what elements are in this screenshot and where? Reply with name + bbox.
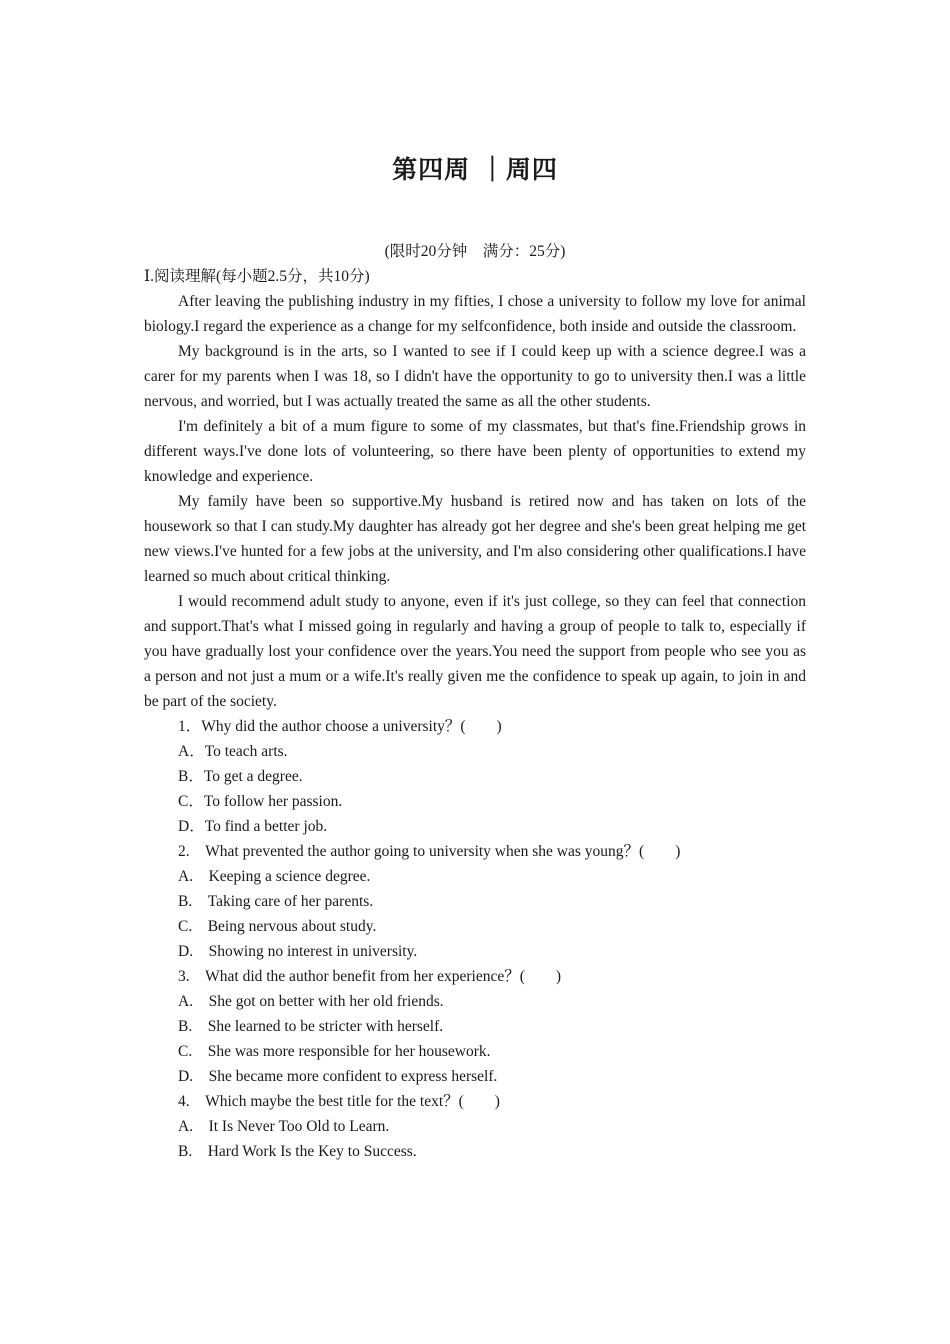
passage-paragraph: I would recommend adult study to anyone, even if it's just college, so they can feel that connection and support.That's what I missed going in regularly and having a group of people to talk to, especially if you have gradually lost your confidence over the years.You need the support from people who see you as a person and not just a mum or a wife.It's really given me the confidence to speak up again, to join in and be part of the society. <box>144 593 806 710</box>
answer-option: D. She became more confident to express herself. <box>178 1068 498 1085</box>
answer-option: A. Keeping a science degree. <box>178 868 371 885</box>
answer-option: B. Hard Work Is the Key to Success. <box>178 1143 417 1160</box>
time-limit: (限时20分钟 满分：25分) <box>384 243 566 260</box>
question-stem: 4. Which maybe the best title for the text？( ) <box>178 1093 500 1110</box>
answer-option: C．To follow her passion. <box>178 793 343 810</box>
page-title: 第四周 ｜周四 <box>392 155 558 184</box>
passage-paragraph: My family have been so supportive.My husband is retired now and has taken on lots of the housework so that I can study.My daughter has already got her degree and she's been great helping me get new views.I've hunted for a few jobs at the university, and I'm also considering other qualifications.I have learned so much about critical thinking. <box>144 493 806 585</box>
section-heading: Ⅰ.阅读理解(每小题2.5分，共10分) <box>144 268 370 285</box>
reading-passage <box>144 289 806 714</box>
answer-option: A．To teach arts. <box>178 743 288 760</box>
answer-option: C. She was more responsible for her housework. <box>178 1043 491 1060</box>
question-stem: 3. What did the author benefit from her experience？( ) <box>178 968 562 985</box>
answer-option: B. Taking care of her parents. <box>178 893 374 910</box>
answer-option: A. She got on better with her old friends. <box>178 993 444 1010</box>
answer-option: B．To get a degree. <box>178 768 303 785</box>
question-2 <box>144 839 806 964</box>
question-stem: 1．Why did the author choose a university？( ) <box>178 718 502 735</box>
question-stem: 2. What prevented the author going to university when she was young？( ) <box>178 843 681 860</box>
answer-option: B. She learned to be stricter with herself. <box>178 1018 444 1035</box>
answer-option: D．To find a better job. <box>178 818 328 835</box>
answer-option: A. It Is Never Too Old to Learn. <box>178 1118 390 1135</box>
passage-paragraph: After leaving the publishing industry in my fifties, I chose a university to follow my love for animal biology.I regard the experience as a change for my selfconfidence, both inside and outside the classroom. <box>144 293 806 335</box>
passage-paragraph: My background is in the arts, so I wanted to see if I could keep up with a science degree.I was a carer for my parents when I was 18, so I didn't have the opportunity to go to university then.I was a little nervous, and worried, but I was actually treated the same as all the other students. <box>144 343 806 410</box>
worksheet-content <box>144 239 806 1164</box>
question-3 <box>144 964 806 1089</box>
question-4 <box>144 1089 806 1164</box>
answer-option: C. Being nervous about study. <box>178 918 377 935</box>
answer-option: D. Showing no interest in university. <box>178 943 418 960</box>
question-1 <box>144 714 806 839</box>
passage-paragraph: I'm definitely a bit of a mum figure to some of my classmates, but that's fine.Friendship grows in different ways.I've done lots of volunteering, so there have been plenty of opportunities to extend my knowledge and experience. <box>144 418 806 485</box>
